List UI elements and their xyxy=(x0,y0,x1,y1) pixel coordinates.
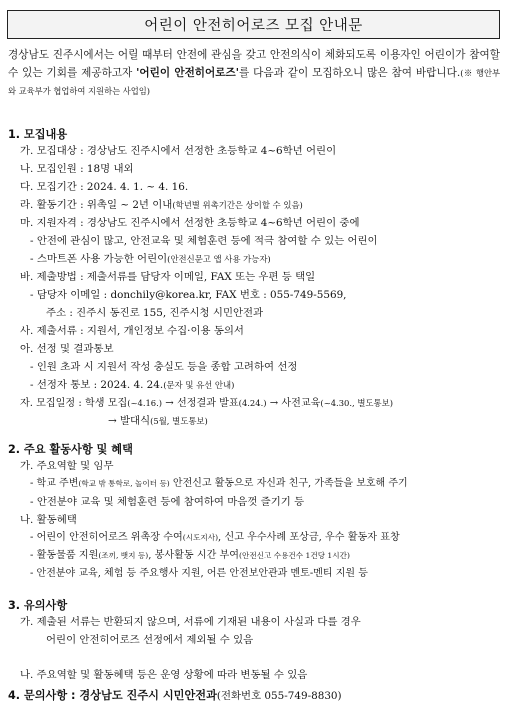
s1-item-i-m3: → 사전교육 xyxy=(266,398,321,409)
s1-item-f1: - 담당자 이메일 : donchily@korea.kr, FAX 번호 : 055-749-5569, xyxy=(30,289,347,301)
s1-item-h2-main: - 선정자 통보 : 2024. 4. 24. xyxy=(30,379,164,391)
contact-phone: (전화번호 055-749-8830) xyxy=(216,690,342,702)
s1-item-e1: - 안전에 관심이 많고, 안전교육 및 체험훈련 등에 적극 참여할 수 있는 어린이 xyxy=(30,235,378,247)
s2-item-b2 xyxy=(30,548,350,564)
s1-item-i2-note: (5월, 별도통보) xyxy=(150,416,208,426)
s1-item-i-s1: (~4.16.) xyxy=(127,398,163,408)
s2-item-b2-note2: (안전신고 수용건수 1건당 1시간) xyxy=(239,551,350,560)
s1-item-i-s2: (4.24.) xyxy=(238,398,267,408)
s1-item-i-lead: 자. 모집일정 : 학생 모집 xyxy=(20,398,128,409)
contact-heading: 4. 문의사항 : 경상남도 진주시 시민안전과 xyxy=(8,689,217,702)
intro-highlight: '어린이 안전히어로즈' xyxy=(136,67,239,79)
s1-item-g: 사. 제출서류 : 지원서, 개인정보 수집·이용 동의서 xyxy=(20,325,244,337)
s3-item-a-cont: 어린이 안전히어로즈 선정에서 제외될 수 있음 xyxy=(46,634,254,646)
intro-text-1: 경상남도 진주시에서는 어릴 때부터 안전에 관심을 갖고 안전의식이 체화되도록 이용자인 어린이가 참여할 수 있는 기회를 제공하고자 xyxy=(8,49,500,79)
s2-item-b1-rest: , 신고 우수사례 포상금, 우수 활동자 표창 xyxy=(218,532,400,543)
s2-item-a: 가. 주요역할 및 임무 xyxy=(20,460,114,472)
intro-paragraph xyxy=(8,46,500,100)
s1-item-h1: - 인원 초과 시 지원서 작성 충실도 등을 종합 고려하여 선정 xyxy=(30,361,298,373)
s1-item-b: 나. 모집인원 : 18명 내외 xyxy=(20,163,134,175)
s2-item-b3: - 안전분야 교육, 체험 등 주요행사 지원, 어른 안전보안관과 멘토-멘티 지원 등 xyxy=(30,568,368,579)
section-1-heading: 1. 모집내용 xyxy=(8,128,68,141)
s1-item-i-m2: → 선정결과 발표 xyxy=(162,398,239,409)
s2-item-b1-lead: - 어린이 안전히어로즈 위촉장 수여 xyxy=(30,532,183,543)
s1-item-i2 xyxy=(108,413,208,429)
title-box xyxy=(7,10,500,39)
s1-item-e2-main: - 스마트폰 사용 가능한 어린이 xyxy=(30,253,168,265)
s2-item-a2: - 안전분야 교육 및 체험훈련 등에 참여하여 마음껏 즐기기 등 xyxy=(30,496,305,508)
s1-item-a: 가. 모집대상 : 경상남도 진주시에서 선정한 초등학교 4~6학년 어린이 xyxy=(20,145,337,157)
section-3-heading: 3. 유의사항 xyxy=(8,599,68,612)
s1-item-e2-note: (안전신문고 앱 사용 가능자) xyxy=(167,254,271,264)
s2-item-b2-lead: - 활동물품 지원 xyxy=(30,550,99,561)
section-2-heading: 2. 주요 활동사항 및 혜택 xyxy=(8,443,133,456)
s2-item-b2-note: (조끼, 뱃지 등) xyxy=(98,551,149,560)
page-title: 어린이 안전히어로즈 모집 안내문 xyxy=(144,18,363,34)
s1-item-d xyxy=(20,197,303,213)
s2-item-a1 xyxy=(30,476,408,492)
s2-item-b1-note: (시도지사) xyxy=(182,533,219,542)
s2-item-a1-note: (학교 밖 통학로, 놀이터 등) xyxy=(78,479,170,488)
s1-item-d-main: 라. 활동기간 : 위촉일 ~ 2년 이내 xyxy=(20,199,173,211)
intro-note: (※ 행안부와 교육부가 협업하여 지원하는 사업임) xyxy=(8,68,500,96)
s2-item-a1-lead: - 학교 주변 xyxy=(30,478,79,489)
intro-text-2: 를 다음과 같이 모집하오니 많은 참여 바랍니다. xyxy=(238,67,461,79)
s1-item-i xyxy=(20,395,393,412)
s1-item-h2-note: (문자 및 유선 안내) xyxy=(163,380,235,390)
s2-item-b2-mid: , 봉사활동 시간 부여 xyxy=(148,550,240,561)
s2-item-a1-rest: 안전신고 활동으로 자신과 친구, 가족들을 보호해 주기 xyxy=(169,478,408,489)
s1-item-c: 다. 모집기간 : 2024. 4. 1. ~ 4. 16. xyxy=(20,181,189,193)
s2-item-b: 나. 활동혜택 xyxy=(20,514,77,526)
s1-item-e: 마. 지원자격 : 경상남도 진주시에서 선정한 초등학교 4~6학년 어린이 중에 xyxy=(20,217,360,229)
s2-item-b1 xyxy=(30,530,400,546)
s1-item-i-s3: (~4.30., 별도통보) xyxy=(320,398,393,408)
s3-item-a: 가. 제출된 서류는 반환되지 않으며, 서류에 기재된 내용이 사실과 다를 경우 xyxy=(20,616,361,628)
s1-item-d-note: (학년별 위촉기간은 상이할 수 있음) xyxy=(172,200,303,210)
s1-item-h: 아. 선정 및 결과통보 xyxy=(20,343,114,355)
section-4-heading xyxy=(8,687,342,703)
s1-item-f2: 주소 : 진주시 동진로 155, 진주시청 시민안전과 xyxy=(46,307,264,319)
s1-item-i2-main: → 발대식 xyxy=(108,415,151,427)
s3-item-b: 나. 주요역할 및 활동혜택 등은 운영 상황에 따라 변동될 수 있음 xyxy=(20,669,308,681)
s1-item-h2 xyxy=(30,377,234,393)
s1-item-f: 바. 제출방법 : 제출서류를 담당자 이메일, FAX 또는 우편 등 택일 xyxy=(20,271,316,283)
s1-item-e2 xyxy=(30,251,271,267)
